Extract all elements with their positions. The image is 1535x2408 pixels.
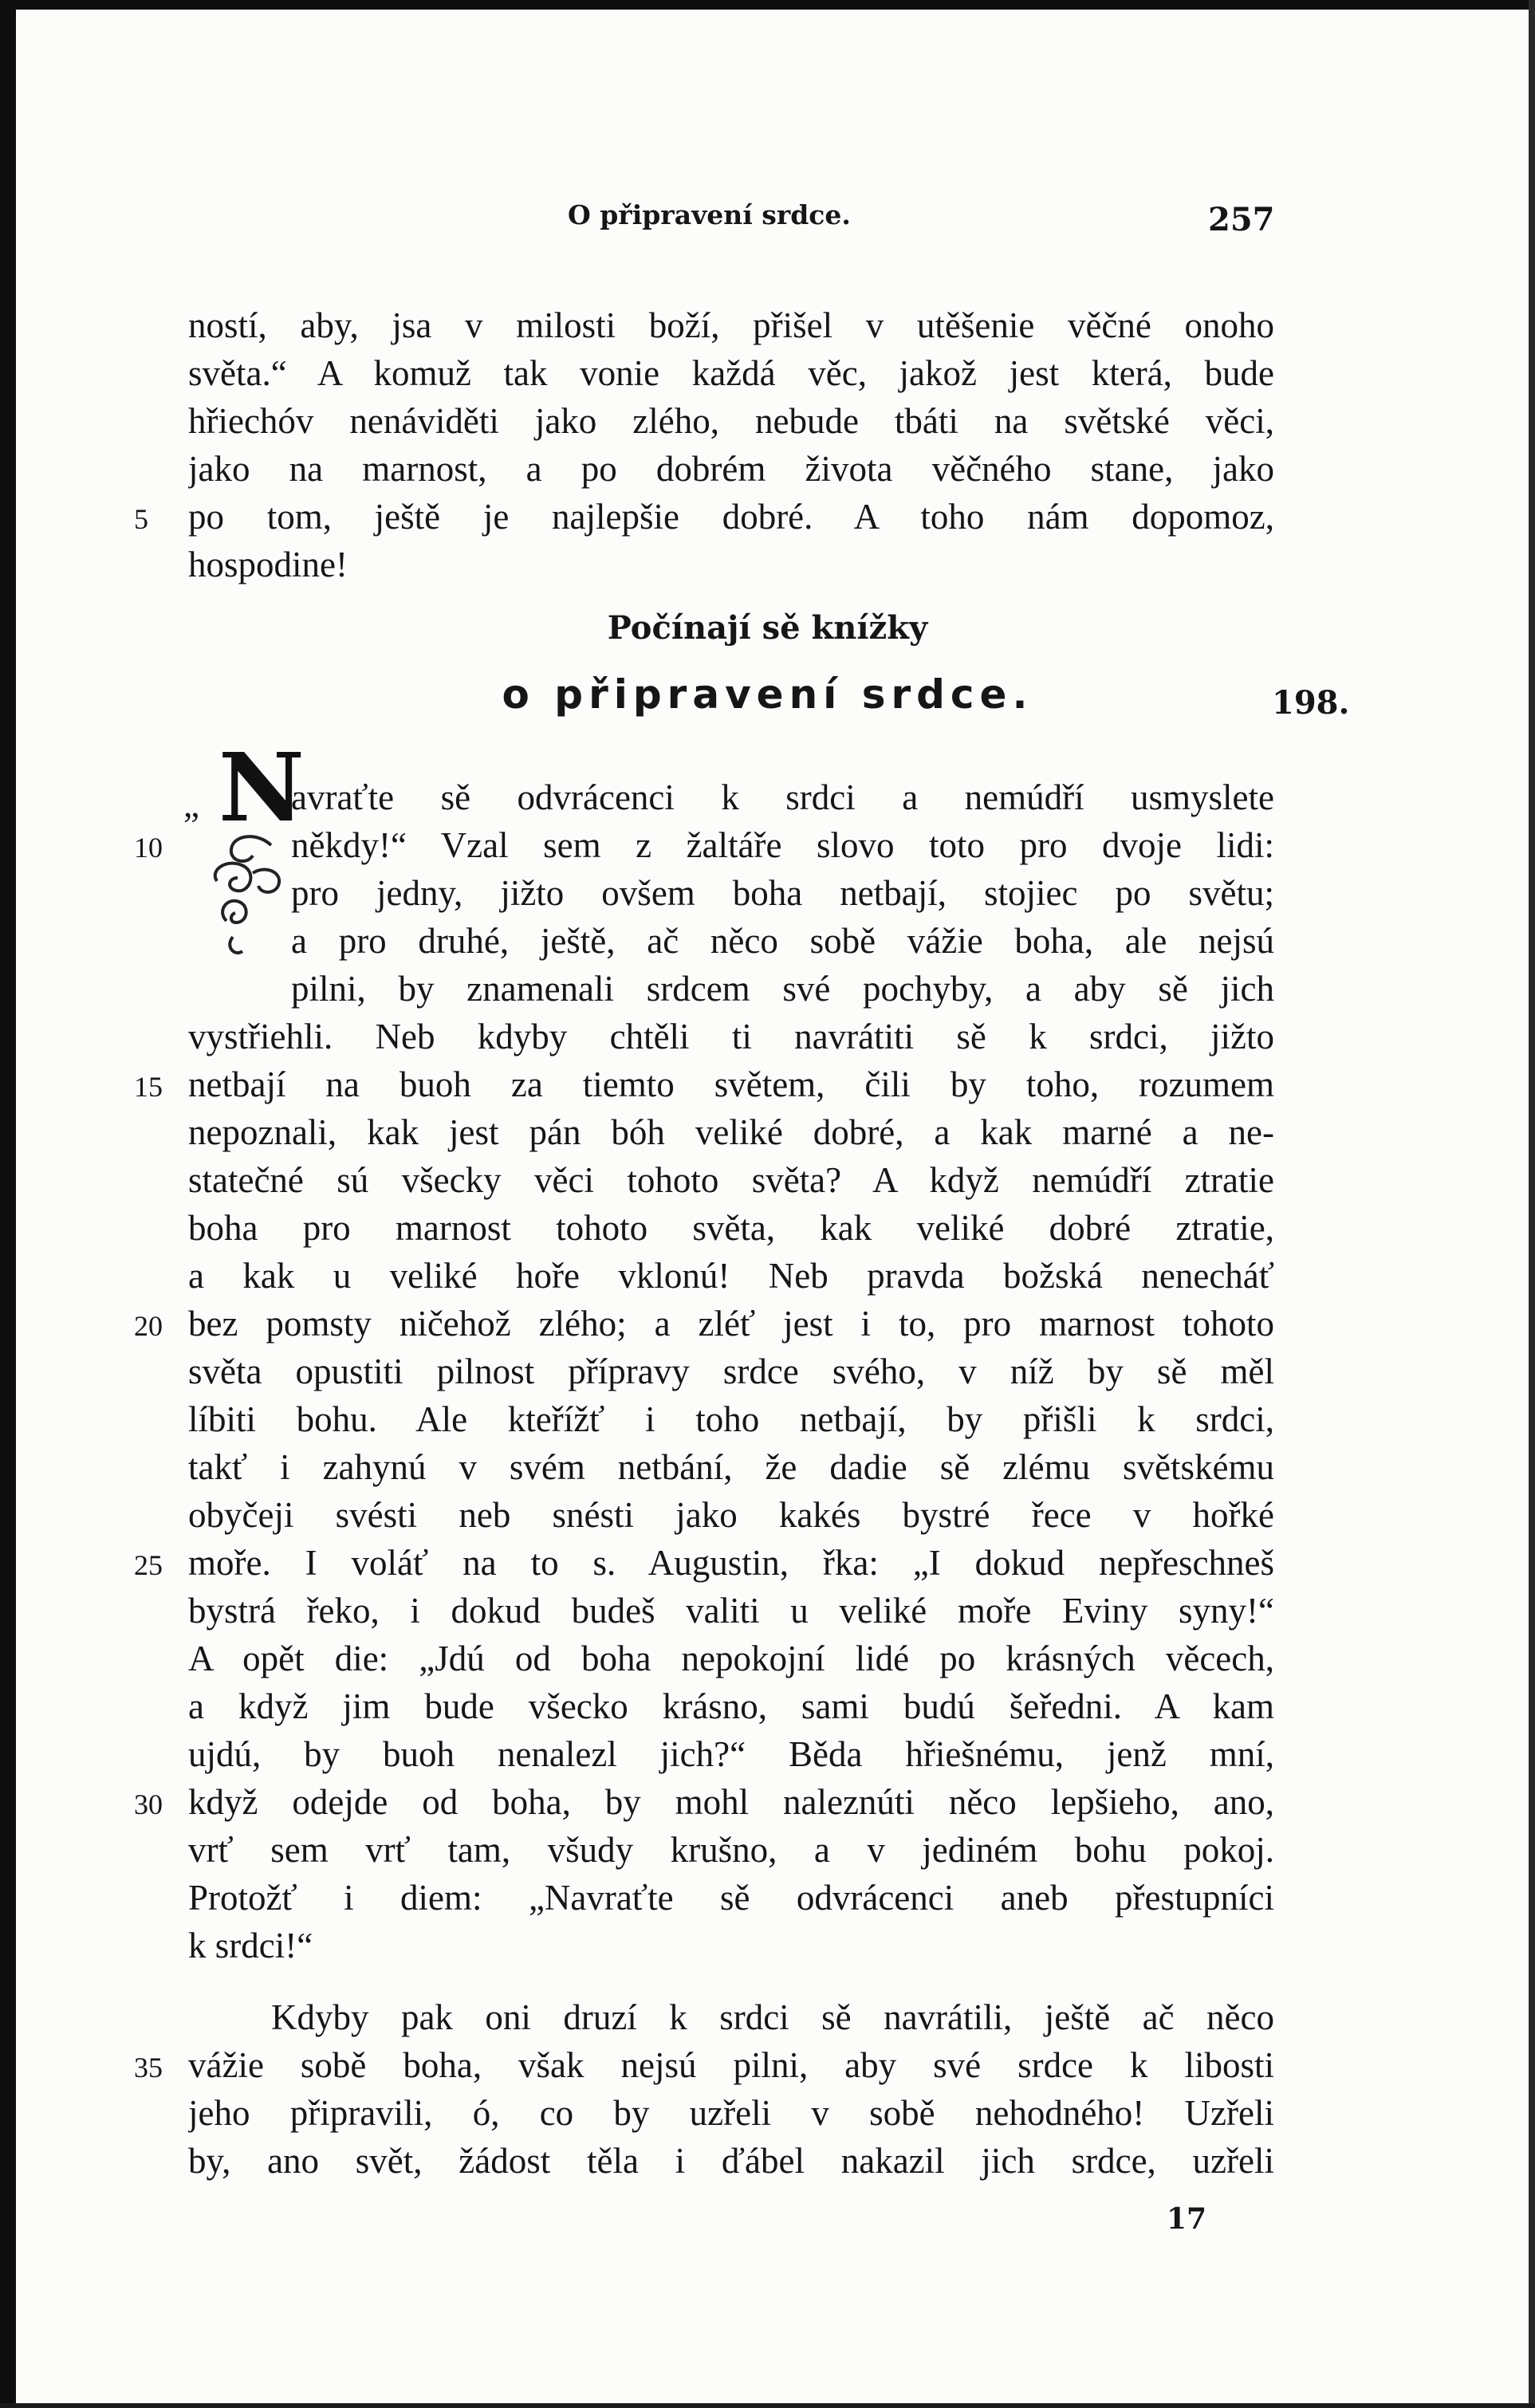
text-line: statečné sú všecky věci tohoto světa? A když nemúdří ztratie — [188, 1160, 1274, 1200]
text-line: by, ano svět, žádost těla i ďábel nakazil jich srdce, uzřeli — [188, 2141, 1274, 2181]
text-line: netbají na buoh za tiemto světem, čili by toho, rozumem — [188, 1064, 1274, 1104]
scan-edge-left — [0, 0, 16, 2408]
text-line: ujdú, by buoh nenalezl jich?“ Běda hřiešnému, jenž mní, — [188, 1734, 1274, 1774]
text-line: světa.“ A komuž tak vonie každá věc, jakož jest která, bude — [188, 353, 1274, 393]
text-line: vystřiehli. Neb kdyby chtěli ti navrátiti sě k srdci, jižto — [188, 1017, 1274, 1056]
decorative-initial — [183, 732, 305, 977]
text-line: někdy!“ Vzal sem z žaltáře slovo toto pro dvoje lidi: — [291, 825, 1274, 865]
text-line: bez pomsty ničehož zlého; a zléť jest i to, pro marnost tohoto — [188, 1304, 1274, 1344]
text-line: avraťte sě odvrácenci k srdci a nemúdří usmyslete — [291, 777, 1274, 817]
text-line: ností, aby, jsa v milosti boží, přišel v utěšenie věčné onoho — [188, 305, 1274, 345]
text-line: hospodine! — [188, 545, 348, 584]
page-number: 257 — [1208, 201, 1275, 238]
text-line: Protožť i diem: „Navraťte sě odvrácenci aneb přestupníci — [188, 1878, 1274, 1918]
text-line: pro jedny, jižto ovšem boha netbají, stojiec po světu; — [291, 873, 1274, 913]
line-number: 5 — [134, 503, 148, 535]
section-heading-line-2: o připravení srdce. — [502, 671, 1033, 718]
opening-quote: „ — [183, 785, 199, 824]
text-line: A opět die: „Jdú od boha nepokojní lidé po krásných věcech, — [188, 1639, 1274, 1678]
text-line: takť i zahynú v svém netbání, že dadie sě zlému světskému — [188, 1447, 1274, 1487]
line-number: 10 — [134, 832, 163, 864]
text-line: jeho připravili, ó, co by uzřeli v sobě nehodného! Uzřeli — [188, 2093, 1274, 2133]
text-line: jako na marnost, a po dobrém života věčného stane, jako — [188, 449, 1274, 489]
text-line: boha pro marnost tohoto světa, kak veliké dobré ztratie, — [188, 1208, 1274, 1248]
signature-mark: 17 — [1167, 2202, 1207, 2236]
text-line: obyčeji svésti neb snésti jako kakés bystré řece v hořké — [188, 1495, 1274, 1535]
text-line: nepoznali, kak jest pán bóh veliké dobré, a kak marné a ne- — [188, 1112, 1274, 1152]
text-line: líbiti bohu. Ale kteřížť i toho netbají, by přišli k srdci, — [188, 1399, 1274, 1439]
text-line: světa opustiti pilnost přípravy srdce svého, v níž by sě měl — [188, 1352, 1274, 1391]
text-line: když odejde od boha, by mohl naleznúti něco lepšieho, ano, — [188, 1782, 1274, 1822]
scan-edge-bottom — [0, 2403, 1535, 2408]
text-line: po tom, ještě je najlepšie dobré. A toho nám dopomoz, — [188, 497, 1274, 537]
line-number: 35 — [134, 2052, 163, 2083]
text-line: bystrá řeko, i dokud budeš valiti u veliké moře Eviny syny!“ — [188, 1591, 1274, 1631]
text-line: a kak u veliké hoře vklonú! Neb pravda božská nenecháť — [188, 1256, 1274, 1296]
chapter-number: 198. — [1272, 684, 1350, 722]
line-number: 25 — [134, 1549, 163, 1581]
text-line: k srdci!“ — [188, 1926, 313, 1965]
scan-edge-top — [0, 0, 1535, 10]
line-number: 20 — [134, 1310, 163, 1342]
drop-cap-letter: N — [218, 732, 305, 843]
text-line: vážie sobě boha, však nejsú pilni, aby své srdce k libosti — [188, 2045, 1274, 2085]
text-line: Kdyby pak oni druzí k srdci sě navrátili, ještě ač něco — [271, 1997, 1274, 2037]
initial-ornament-icon — [209, 738, 297, 977]
line-number: 15 — [134, 1071, 163, 1103]
section-heading-line-1: Počínají sě knížky — [607, 609, 928, 647]
text-line: moře. I voláť na to s. Augustin, řka: „I dokud nepřeschneš — [188, 1543, 1274, 1583]
text-line: vrť sem vrť tam, všudy krušno, a v jediném bohu pokoj. — [188, 1830, 1274, 1870]
scan-edge-right — [1529, 0, 1535, 2408]
text-line: a když jim bude všecko krásno, sami budú šeředni. A kam — [188, 1686, 1274, 1726]
text-line: a pro druhé, ještě, ač něco sobě vážie boha, ale nejsú — [291, 921, 1274, 961]
text-line: hřiechóv nenáviděti jako zlého, nebude tbáti na světské věci, — [188, 401, 1274, 441]
text-line: pilni, by znamenali srdcem své pochyby, a aby sě jich — [291, 969, 1274, 1009]
running-head: O připravení srdce. — [568, 199, 851, 230]
line-number: 30 — [134, 1788, 163, 1820]
